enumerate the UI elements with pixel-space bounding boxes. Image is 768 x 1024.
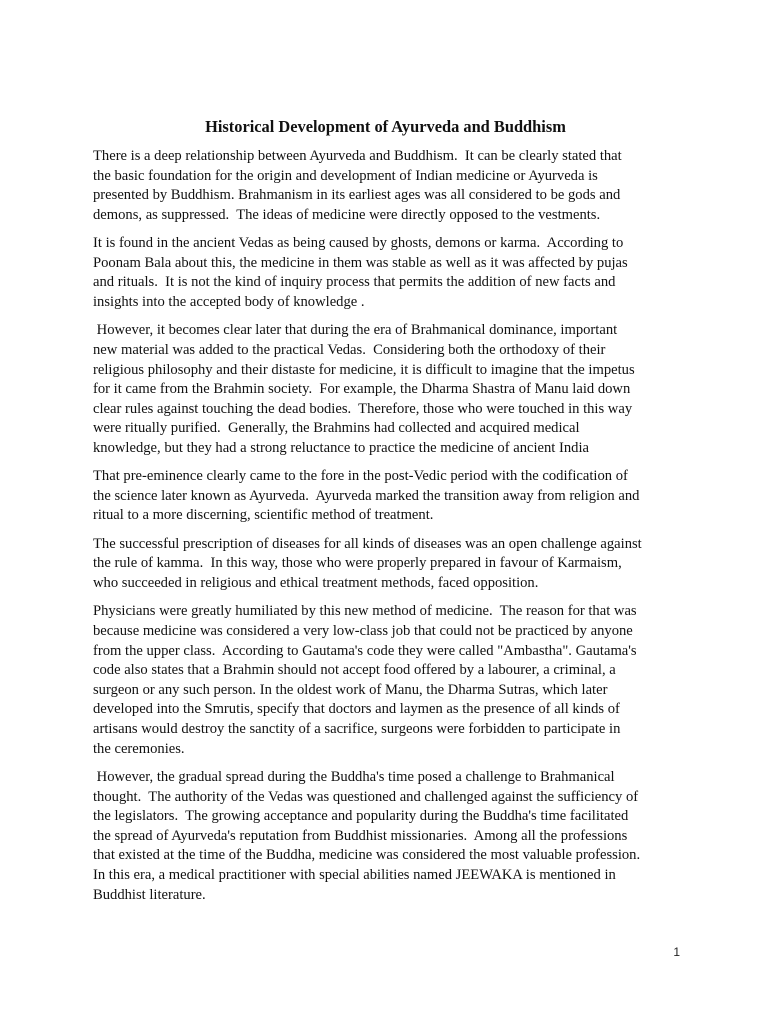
text-line: were ritually purified. Generally, the Brahmins had collected and acquired medical: [93, 420, 580, 437]
paragraph: [93, 147, 678, 225]
text-line: The successful prescription of diseases for all kinds of diseases was an open challenge against: [93, 535, 642, 552]
text-line: new material was added to the practical Vedas. Considering both the orthodoxy of their: [93, 341, 606, 358]
text-line: who succeeded in religious and ethical treatment methods, faced opposition.: [93, 575, 539, 592]
paragraph: [93, 535, 678, 594]
text-line: surgeon or any such person. In the oldest work of Manu, the Dharma Sutras, which later: [93, 681, 608, 698]
text-line: from the upper class. According to Gautama's code they were called "Ambastha". Gautama's: [93, 642, 637, 659]
paragraph: [93, 467, 678, 526]
text-line: ritual to a more discerning, scientific method of treatment.: [93, 507, 434, 524]
text-line: insights into the accepted body of knowledge .: [93, 293, 365, 310]
text-line: the basic foundation for the origin and development of Indian medicine or Ayurveda is: [93, 167, 598, 184]
text-line: the legislators. The growing acceptance and popularity during the Buddha's time facilitated: [93, 808, 629, 825]
text-line: for it came from the Brahmin society. For example, the Dharma Shastra of Manu laid down: [93, 381, 631, 398]
text-line: clear rules against touching the dead bodies. Therefore, those who were touched in this way: [93, 400, 633, 417]
text-line: thought. The authority of the Vedas was questioned and challenged against the sufficiency of: [93, 788, 639, 805]
text-line: the ceremonies.: [93, 740, 185, 757]
text-line: Poonam Bala about this, the medicine in them was stable as well as it was affected by pujas: [93, 254, 628, 271]
text-line: In this era, a medical practitioner with special abilities named JEEWAKA is mentioned in: [93, 866, 616, 883]
page-number: 1: [673, 945, 680, 959]
document-body: [93, 115, 678, 914]
text-line: presented by Buddhism. Brahmanism in its earliest ages was all considered to be gods and: [93, 187, 621, 204]
text-line: demons, as suppressed. The ideas of medicine were directly opposed to the vestments.: [93, 206, 601, 223]
paragraph: [93, 234, 678, 312]
text-line: the science later known as Ayurveda. Ayurveda marked the transition away from religion and: [93, 487, 640, 504]
text-line: That pre-eminence clearly came to the fore in the post-Vedic period with the codification of: [93, 468, 628, 485]
text-line: the spread of Ayurveda's reputation from Buddhist missionaries. Among all the professions: [93, 827, 628, 844]
paragraph: [93, 768, 678, 905]
text-line: and rituals. It is not the kind of inquiry process that permits the addition of new facts and: [93, 274, 616, 291]
text-line: However, it becomes clear later that during the era of Brahmanical dominance, important: [93, 322, 618, 339]
paragraph: [93, 321, 678, 458]
text-line: knowledge, but they had a strong reluctance to practice the medicine of ancient India: [93, 439, 589, 456]
text-line: because medicine was considered a very low-class job that could not be practiced by anyone: [93, 623, 633, 640]
document-title: Historical Development of Ayurveda and Buddhism: [205, 117, 566, 136]
text-line: developed into the Smrutis, specify that doctors and laymen as the presence of all kinds of: [93, 701, 620, 718]
paragraph: [93, 602, 678, 759]
text-line: the rule of kamma. In this way, those who were properly prepared in favour of Karmaism,: [93, 555, 622, 572]
text-line: artisans would destroy the sanctity of a sacrifice, surgeons were forbidden to participate in: [93, 721, 621, 738]
text-line: Buddhist literature.: [93, 886, 206, 903]
text-line: that existed at the time of the Buddha, medicine was considered the most valuable profession.: [93, 847, 641, 864]
text-line: It is found in the ancient Vedas as being caused by ghosts, demons or karma. According to: [93, 235, 624, 252]
paragraph-container: [93, 147, 678, 905]
text-line: code also states that a Brahmin should not accept food offered by a labourer, a criminal, a: [93, 662, 616, 679]
text-line: Physicians were greatly humiliated by this new method of medicine. The reason for that was: [93, 603, 637, 620]
text-line: There is a deep relationship between Ayurveda and Buddhism. It can be clearly stated that: [93, 148, 622, 164]
text-line: religious philosophy and their distaste for medicine, it is difficult to imagine that the impetus: [93, 361, 635, 378]
text-line: However, the gradual spread during the Buddha's time posed a challenge to Brahmanical: [93, 769, 615, 785]
